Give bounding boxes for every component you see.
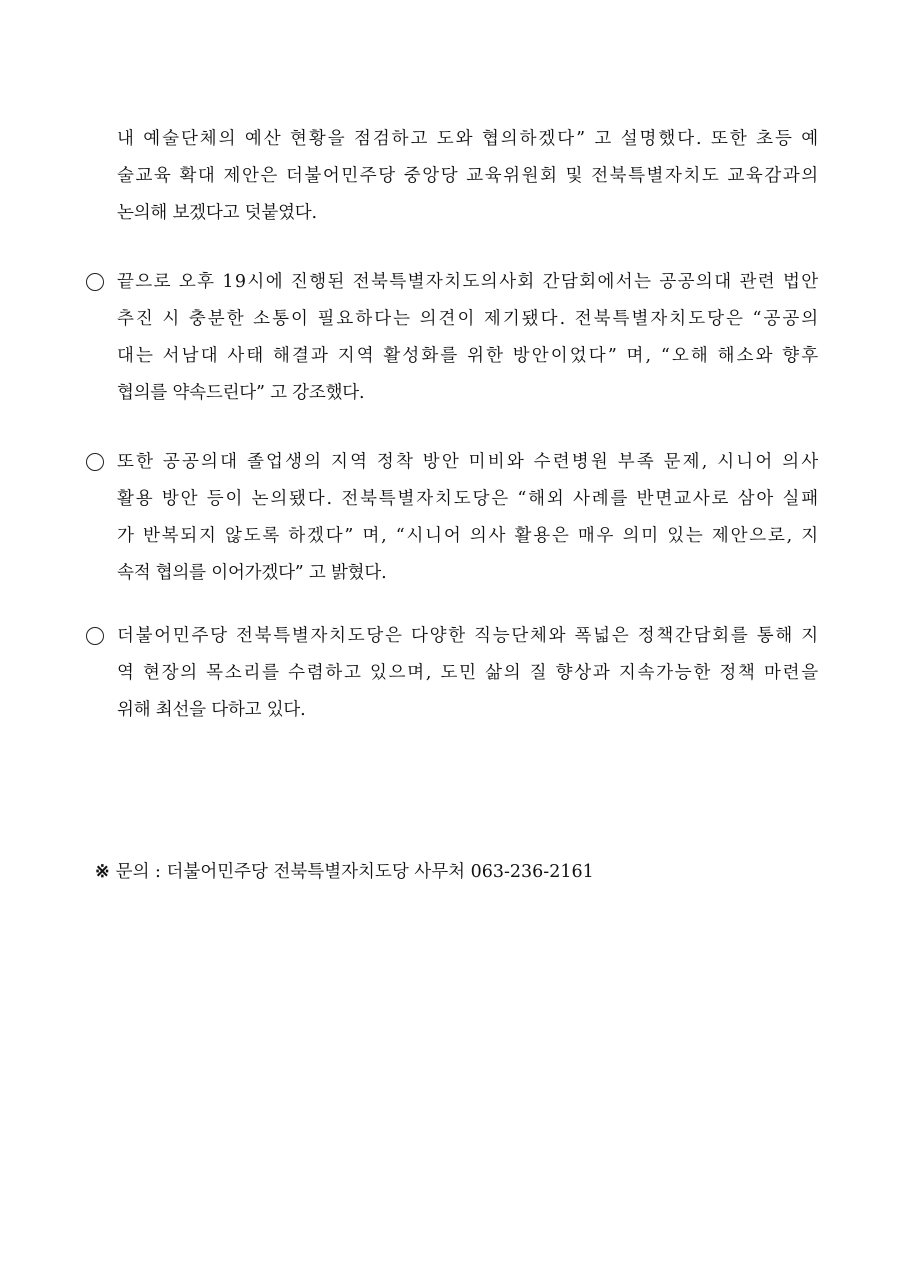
- contact-info: [95, 860, 594, 884]
- paragraph-2-line-3: 가 반복되지 않도록 하겠다” 며, “시니어 의사 활용은 매우 의미 있는 제안으로, 지: [117, 526, 820, 546]
- circle-bullet-icon: [86, 273, 104, 291]
- circle-bullet-icon: [86, 627, 104, 645]
- circle-bullet-icon: [86, 453, 104, 471]
- paragraph-1-line-4: 협의를 약속드린다” 고 강조했다.: [117, 383, 365, 403]
- paragraph-3-line-1: 더불어민주당 전북특별자치도당은 다양한 직능단체와 폭넓은 정책간담회를 통해 지: [117, 626, 820, 646]
- paragraph-1-line-1: 끝으로 오후 19시에 진행된 전북특별자치도의사회 간담회에서는 공공의대 관련 법안: [117, 272, 820, 292]
- intro-line-3: 논의해 보겠다고 덧붙였다.: [117, 203, 317, 223]
- paragraph-2-line-1: 또한 공공의대 졸업생의 지역 정착 방안 미비와 수련병원 부족 문제, 시니어 의사: [117, 452, 821, 472]
- paragraph-3-line-3: 위해 최선을 다하고 있다.: [117, 700, 306, 720]
- paragraph-3-line-2: 역 현장의 목소리를 수렴하고 있으며, 도민 삶의 질 향상과 지속가능한 정책 마련을: [117, 663, 820, 683]
- intro-line-2: 술교육 확대 제안은 더불어민주당 중앙당 교육위원회 및 전북특별자치도 교육감과의: [117, 166, 820, 186]
- paragraph-2-line-2: 활용 방안 등이 논의됐다. 전북특별자치도당은 “해외 사례를 반면교사로 삼아 실패: [117, 489, 821, 509]
- paragraph-1-line-2: 추진 시 충분한 소통이 필요하다는 의견이 제기됐다. 전북특별자치도당은 “공공의: [117, 309, 821, 329]
- paragraph-1-line-3: 대는 서남대 사태 해결과 지역 활성화를 위한 방안이었다” 며, “오해 해소와 향후: [117, 346, 821, 366]
- contact-text: 문의 : 더불어민주당 전북특별자치도당 사무처 063-236-2161: [115, 862, 594, 882]
- intro-line-1: 내 예술단체의 예산 현황을 점검하고 도와 협의하겠다” 고 설명했다. 또한 초등 예: [117, 129, 821, 149]
- reference-mark-icon: ※: [95, 862, 110, 882]
- paragraph-2-line-4: 속적 협의를 이어가겠다” 고 밝혔다.: [117, 563, 387, 583]
